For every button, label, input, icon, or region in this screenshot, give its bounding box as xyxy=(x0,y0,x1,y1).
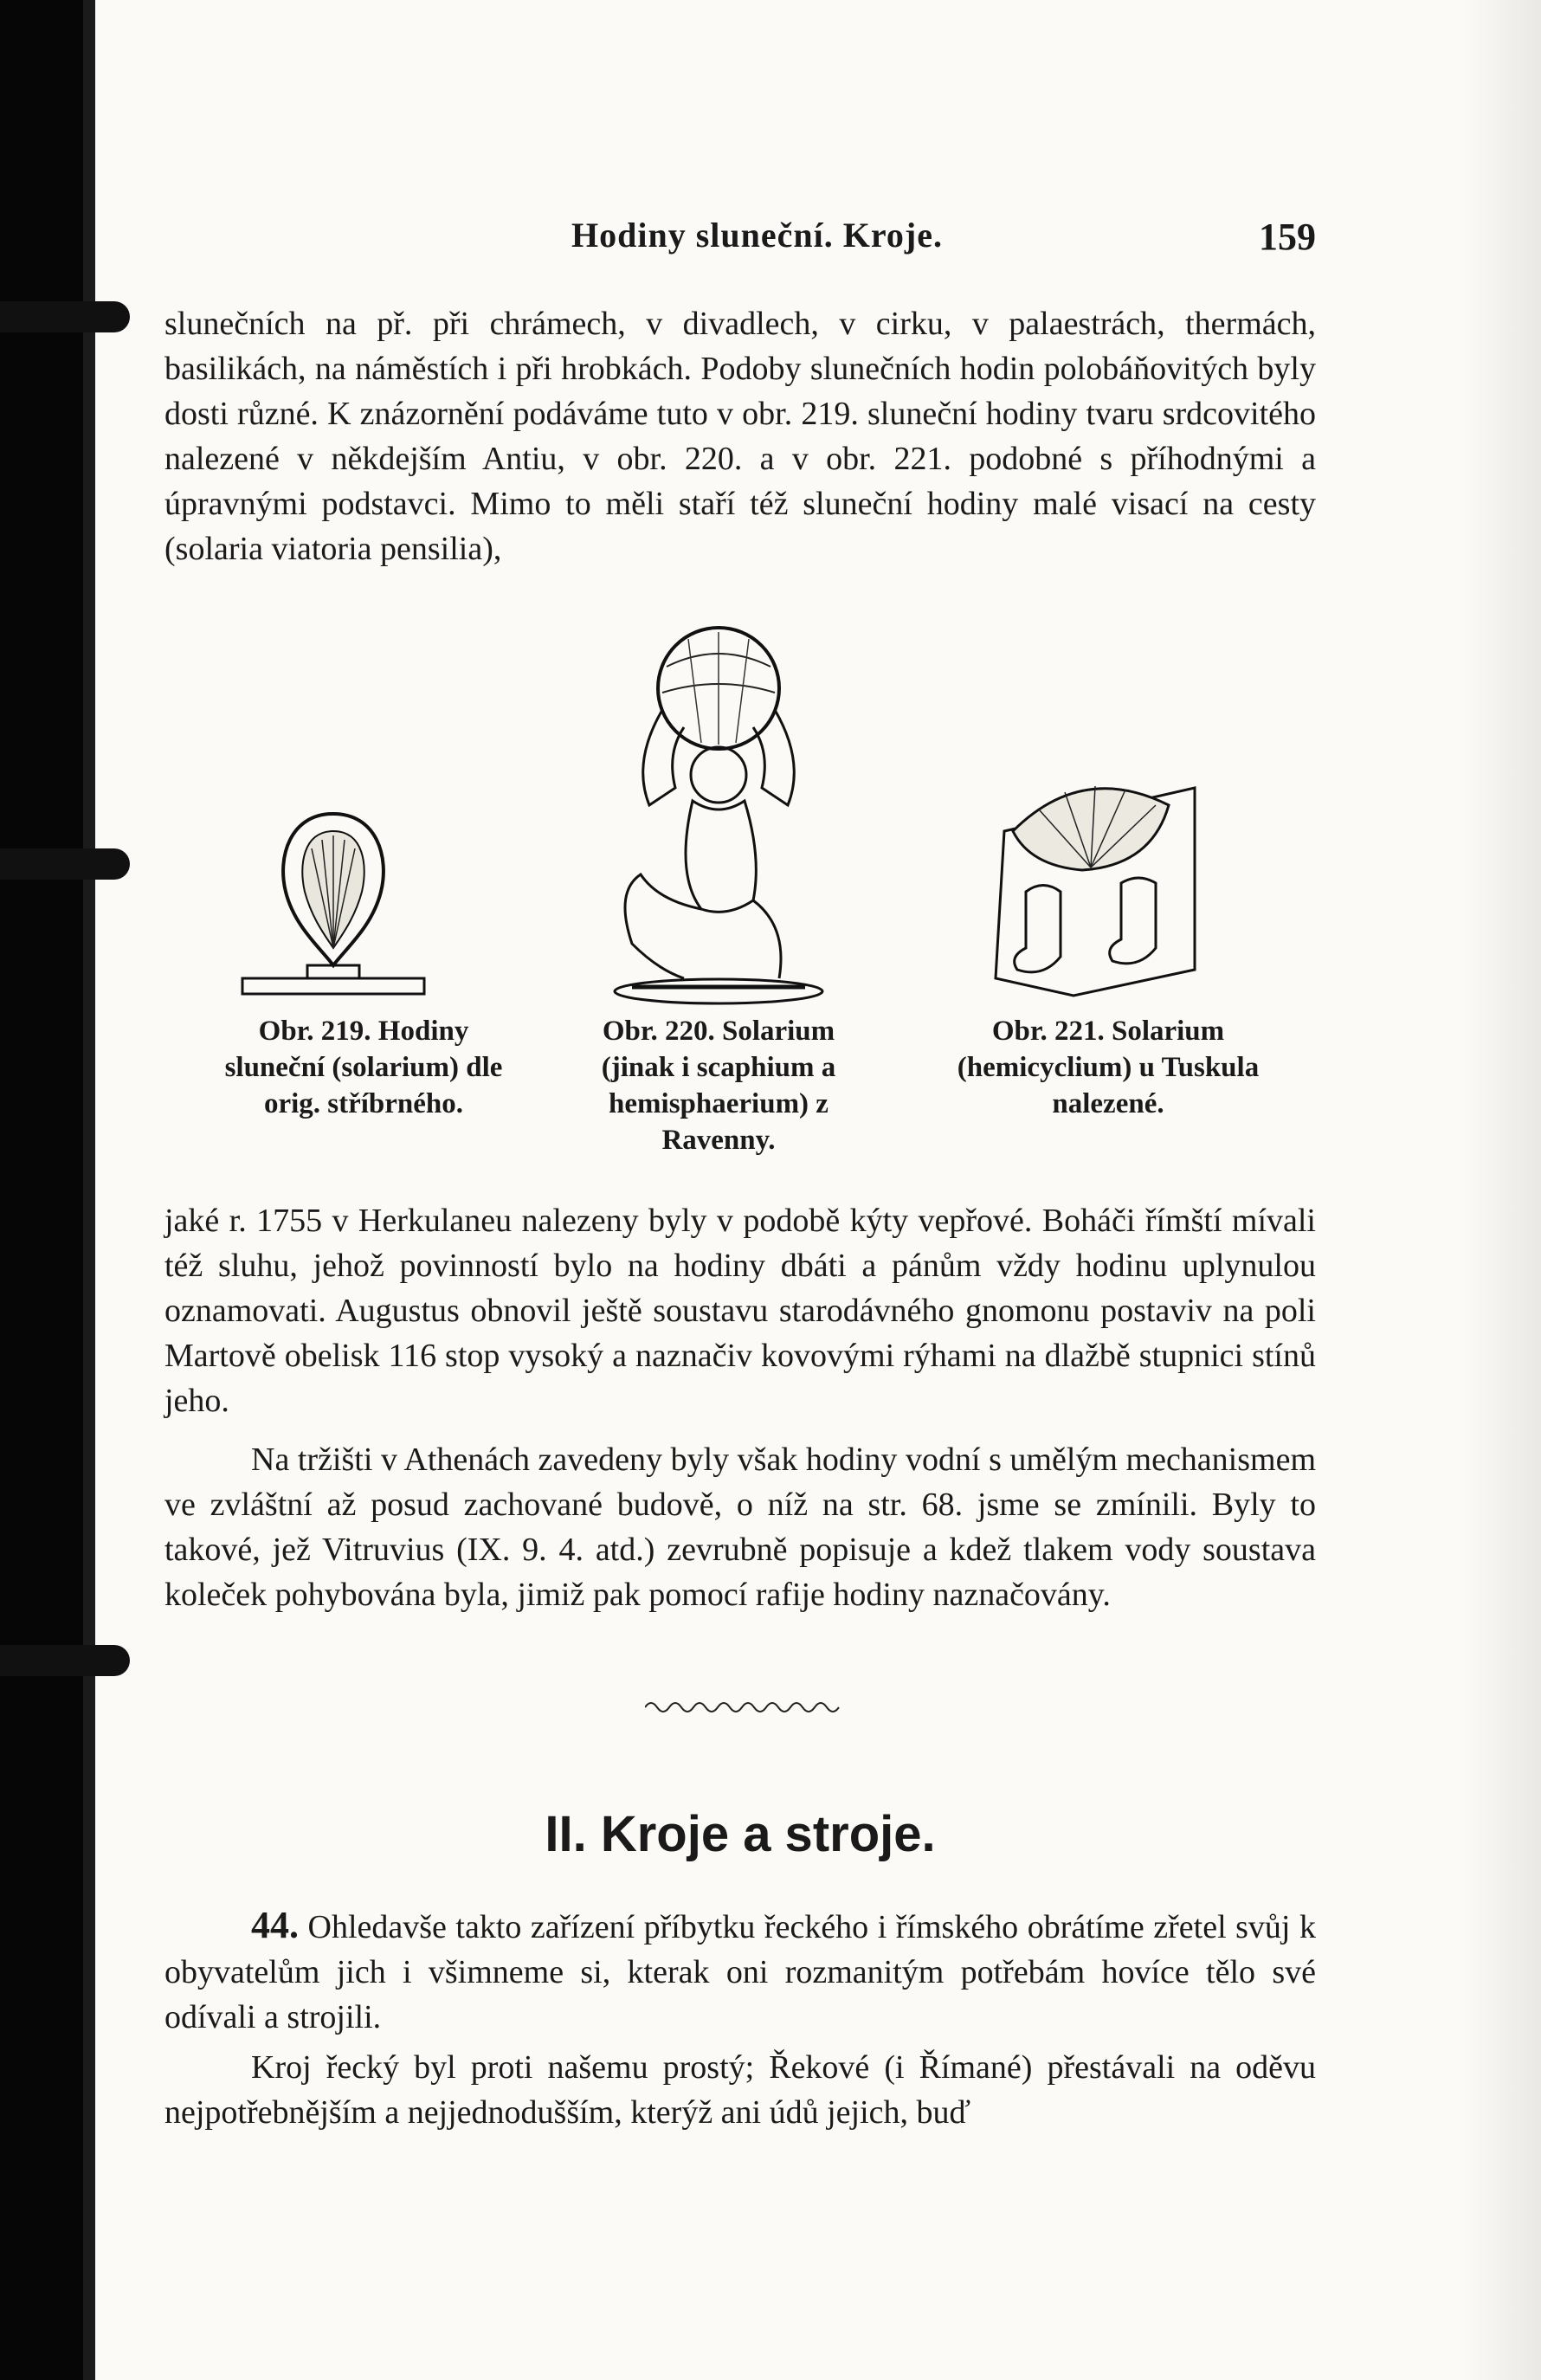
binding-clip xyxy=(0,848,130,880)
section-heading: II. Kroje a stroje. xyxy=(545,1806,936,1862)
binding-clip xyxy=(0,301,130,332)
page-shadow xyxy=(1463,0,1541,2380)
page-number: 159 xyxy=(1259,216,1316,258)
paragraph-greek-dress: Kroj řecký byl proti našemu prostý; Řekové (i Římané) přestávali na oděvu nejpotřebnějším a nejjednodušším, kterýž ani údů jejich, buď xyxy=(164,2049,1316,2131)
sundial-heart-illustration xyxy=(225,797,442,1004)
paragraph-44 xyxy=(164,1903,1316,2040)
running-title: Hodiny sluneční. Kroje. xyxy=(571,216,943,255)
book-page xyxy=(164,0,1316,2380)
paragraph-intro: slunečních na př. při chrámech, v divadlech, v cirku, v palaestrách, thermách, basilikách, na náměstích i při hrobkách. Podoby slunečních hodin polobáňovitých byly dosti různé. K znázornění podáváme tuto v obr. 219. sluneční hodiny tvaru srdcovitého nalezené v někdejším Antiu, v obr. 220. a v obr. 221. podobné s příhodnými a úpravnými podstavci. Mimo to měli staří též sluneční hodiny malé visací na cesty (solaria viatoria pensilia), xyxy=(164,306,1316,567)
paragraph-herculaneum: jaké r. 1755 v Herkulaneu nalezeny byly v podobě kýty vepřové. Boháči římští mívali též sluhu, jehož povinností bylo na hodiny dbáti a pánům vždy hodinu uplynulou oznamovati. Augustus obnovil ještě soustavu starodávného gnomonu postaviv na poli Martově obelisk 116 stop vysoký a naznačiv kovovými rýhami na dlažbě stupnici stínů jeho. xyxy=(164,1203,1316,1419)
figure-row xyxy=(164,615,1316,1186)
paragraph-water-clocks: Na tržišti v Athenách zavedeny byly však hodiny vodní s umělým mechanismem ve zvláštní až posud zachované budově, o níž na str. 68. jsme se zmínili. Byly to takové, jež Vitruvius (IX. 9. 4. atd.) zevrubně popisuje a kdež tlakem vody soustava koleček pohybována byla, jimiž pak pomocí rafije hodiny naznačovány. xyxy=(164,1442,1316,1613)
section-ornament xyxy=(645,1697,844,1718)
page-header xyxy=(164,208,1316,260)
figure-220-caption: Obr. 220. Solarium (jinak i scaphium a hemisphaerium) z Ravenny. xyxy=(601,1016,836,1156)
paragraph-number: 44. xyxy=(251,1904,299,1946)
hemicyclium-sundial-illustration xyxy=(978,771,1221,1004)
paragraph-44-text: Ohledavše takto zařízení příbytku řeckého i římského obrátíme zřetel svůj k obyvatelům jich i všimneme si, kterak oni rozmanitým potřebám hovíce tělo své odívali a strojili. xyxy=(164,1909,1316,2035)
binding-clip xyxy=(0,1645,130,1676)
binding-edge xyxy=(0,0,93,2380)
atlas-sundial-illustration xyxy=(580,615,857,1009)
figure-219-caption: Obr. 219. Hodiny sluneční (solarium) dle orig. stříbrného. xyxy=(224,1016,503,1119)
figure-221-caption: Obr. 221. Solarium (hemicyclium) u Tuskula nalezené. xyxy=(957,1016,1260,1119)
